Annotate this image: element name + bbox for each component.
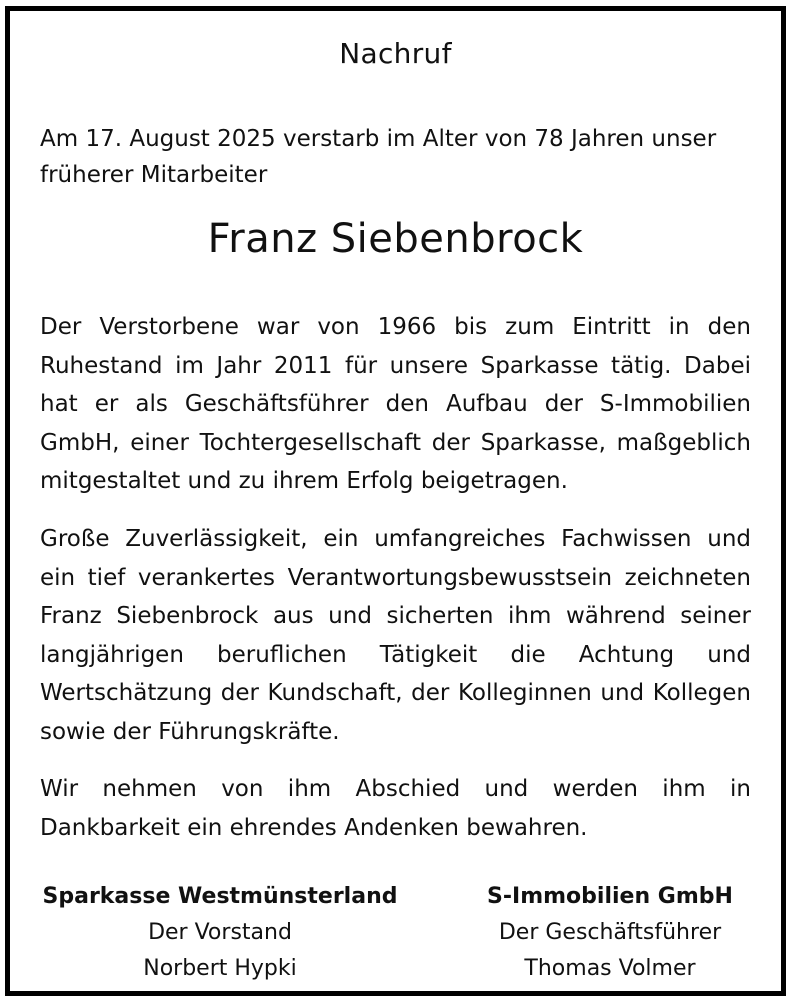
signature-block-immobilien — [460, 879, 760, 987]
notice-title: Nachruf — [339, 37, 452, 70]
deceased-name: Franz Siebenbrock — [207, 216, 584, 262]
signature-organization: Sparkasse Westmünsterland — [42, 884, 398, 909]
notice-content — [40, 11, 751, 991]
tribute-paragraph: Große Zuverlässigkeit, ein umfangreiches Fachwissen und ein tief verankertes Verantwortungsbewusstsein zeichneten Franz Siebenbrock aus und sicherten ihm während seiner langjährigen beruflichen Tätigkeit die Achtung und Wertschätzung der Kundschaft, der Kolleginnen und Kollegen sowie der Führungskräfte. — [40, 526, 751, 745]
obituary-notice — [5, 6, 786, 996]
signature-person: Thomas Volmer — [524, 956, 696, 981]
signature-block-sparkasse — [40, 879, 400, 987]
signature-role: Der Vorstand — [148, 920, 292, 945]
signature-role: Der Geschäftsführer — [498, 920, 722, 945]
intro-text: Am 17. August 2025 verstarb im Alter von 78 Jahren unser früherer Mitarbeiter — [40, 126, 717, 188]
farewell-paragraph: Wir nehmen von ihm Abschied und werden ihm in Dankbarkeit ein ehrendes Andenken bewahren. — [40, 776, 751, 841]
signature-person: Norbert Hypki — [143, 956, 297, 981]
signature-organization: S-Immobilien GmbH — [487, 884, 733, 909]
career-paragraph: Der Verstorbene war von 1966 bis zum Eintritt in den Ruhestand im Jahr 2011 für unsere Sparkasse tätig. Dabei hat er als Geschäftsführer den Aufbau der S-Immobilien GmbH, einer Tochtergesellschaft der Sparkasse, maßgeblich mitgestaltet und zu ihrem Erfolg beigetragen. — [40, 314, 751, 494]
